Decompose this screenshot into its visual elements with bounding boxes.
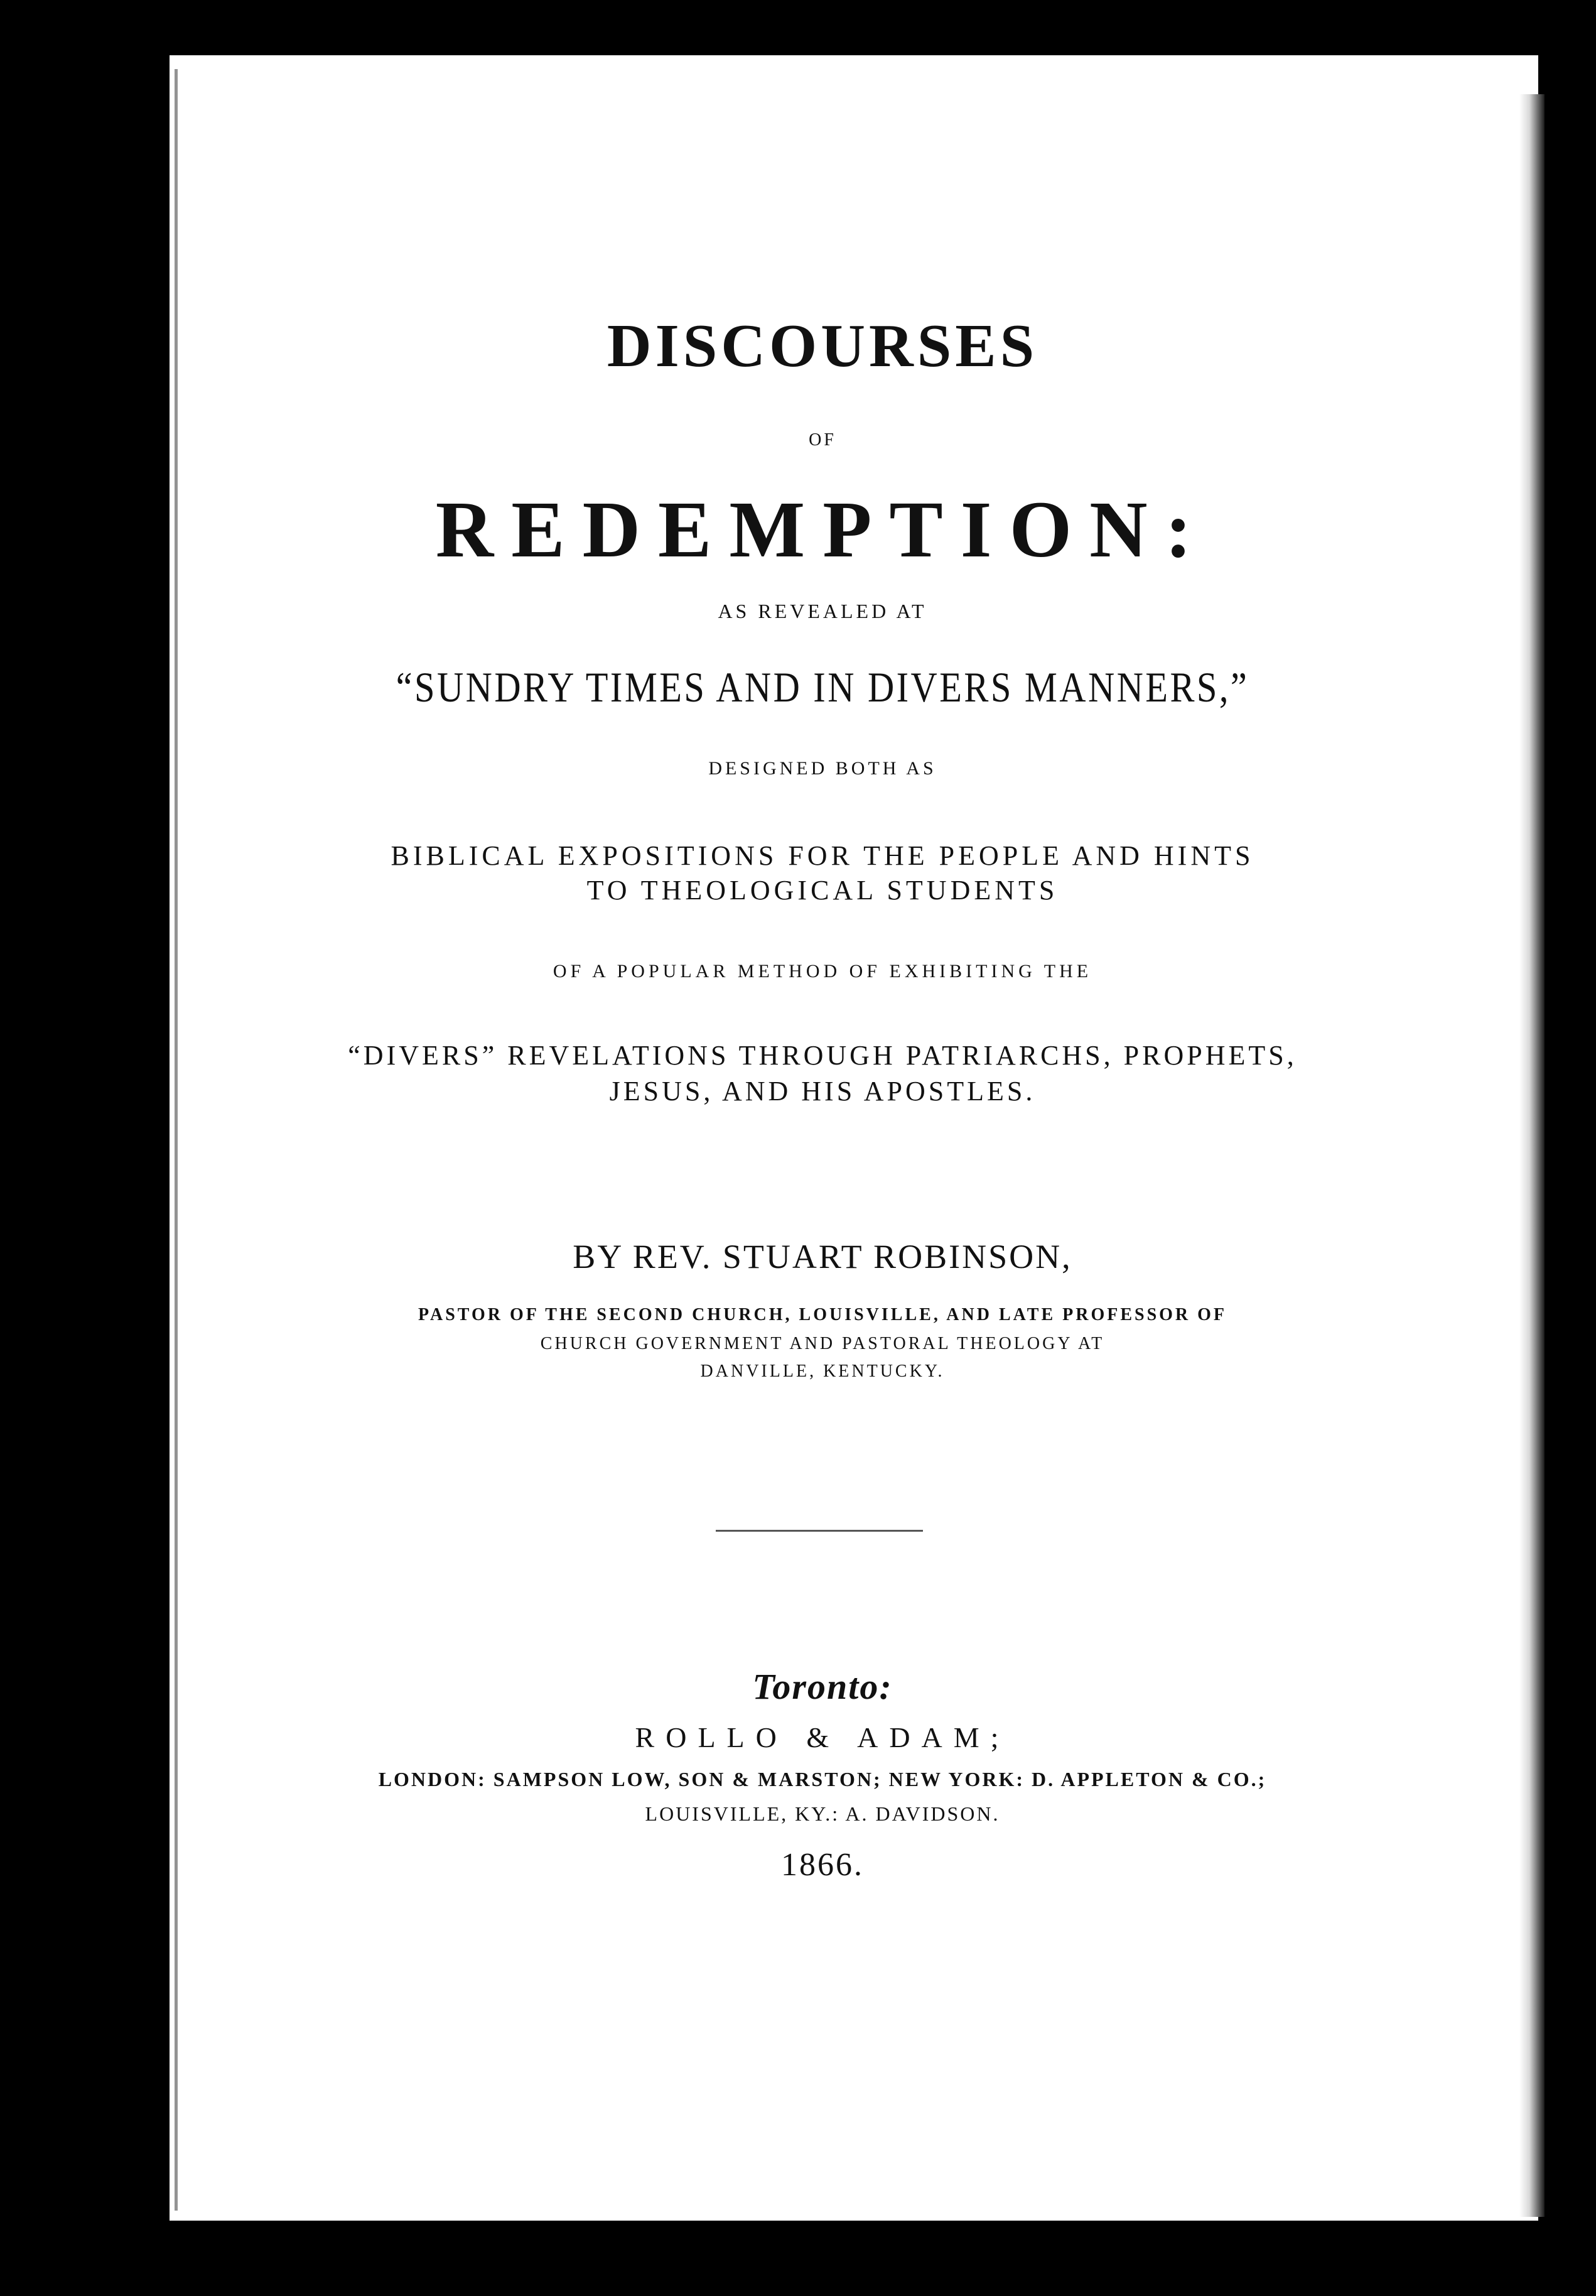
author-line: BY REV. STUART ROBINSON,	[573, 1238, 1072, 1275]
quote-line: “SUNDRY TIMES AND IN DIVERS MANNERS,”	[396, 663, 1249, 711]
publication-year: 1866.	[781, 1847, 864, 1883]
imprint-city: Toronto:	[752, 1666, 893, 1707]
book-title: DISCOURSES	[607, 312, 1038, 380]
biblical-line-1: BIBLICAL EXPOSITIONS FOR THE PEOPLE AND HINTS	[391, 840, 1254, 871]
author-credential-2: CHURCH GOVERNMENT AND PASTORAL THEOLOGY AT	[540, 1334, 1105, 1353]
imprint-distributors: LONDON: SAMPSON LOW, SON & MARSTON; NEW YORK: D. APPLETON & CO.;	[378, 1768, 1267, 1790]
designed-line: DESIGNED BOTH AS	[708, 758, 937, 779]
imprint-publisher: ROLLO & ADAM;	[635, 1721, 1010, 1753]
page-spine-shadow	[175, 69, 178, 2211]
title-connector-of: OF	[809, 430, 836, 450]
book-subject: REDEMPTION:	[435, 485, 1210, 574]
biblical-line-2: TO THEOLOGICAL STUDENTS	[586, 875, 1059, 906]
as-revealed-line: AS REVEALED AT	[718, 600, 927, 622]
page-right-edge	[1519, 94, 1545, 2217]
author-credential-1: PASTOR OF THE SECOND CHURCH, LOUISVILLE, AND LATE PROFESSOR OF	[418, 1305, 1227, 1324]
divers-line-1: “DIVERS” REVELATIONS THROUGH PATRIARCHS, PROPHETS,	[348, 1040, 1297, 1071]
popular-method-line: OF A POPULAR METHOD OF EXHIBITING THE	[553, 961, 1092, 982]
divider-rule	[716, 1530, 923, 1532]
imprint-louisville: LOUISVILLE, KY.: A. DAVIDSON.	[645, 1802, 1000, 1825]
author-credential-3: DANVILLE, KENTUCKY.	[700, 1362, 945, 1381]
divers-line-2: JESUS, AND HIS APOSTLES.	[609, 1076, 1036, 1107]
